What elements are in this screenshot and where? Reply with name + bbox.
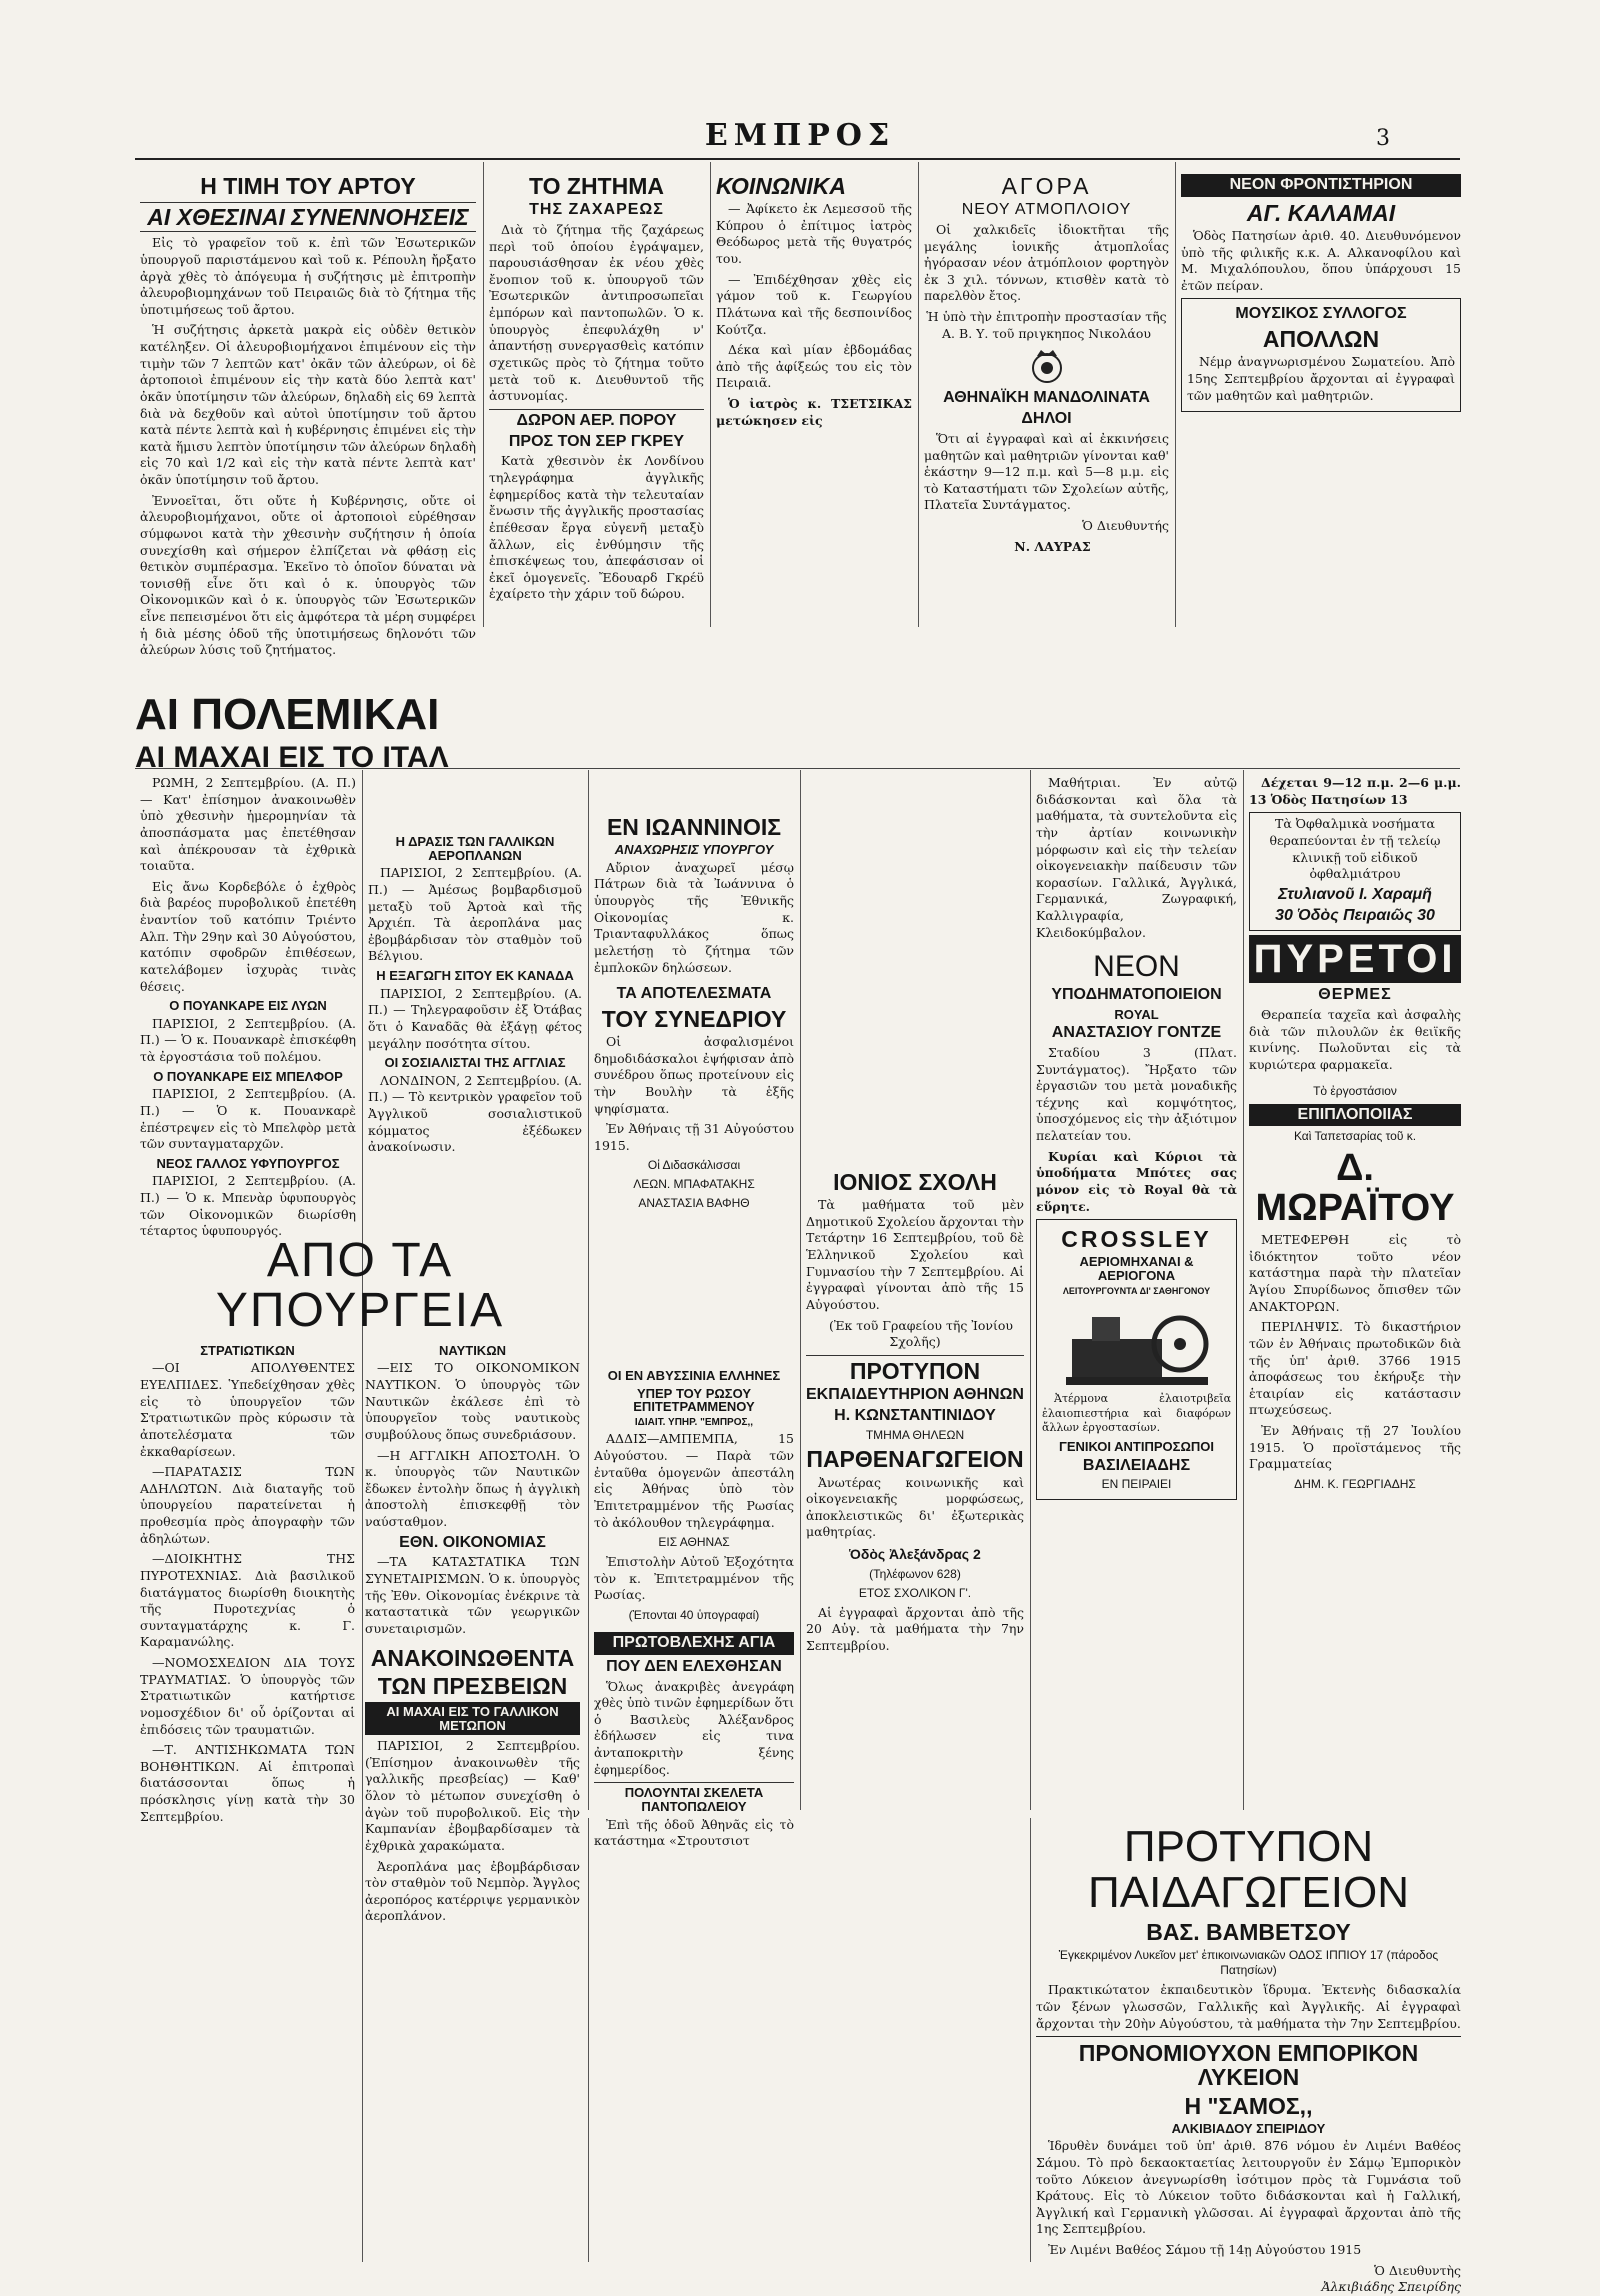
- ad-headline: ΝΕΟΝ ΦΡΟΝΤΙΣΤΗΡΙΟΝ: [1181, 174, 1461, 197]
- war-banner: [135, 688, 995, 777]
- headline: ΤΟ ΖΗΤΗΜΑ: [528, 173, 664, 199]
- subheadline: ΑΙ ΧΘΕΣΙΝΑΙ ΣΥΝΕΝΝΟΗΣΕΙΣ: [140, 202, 476, 232]
- ad-subheadline: ΑΠΟΛΛΩΝ: [1262, 326, 1380, 353]
- article-paragraph: ΛΟΝΔΙΝΟΝ, 2 Σεπτεμβρίου. (Α. Π.) — Τὸ κεντρικὸν γραφεῖον τοῦ Ἀγγλικοῦ σοσιαλιστικοῦ κόμματος ἐξέδωκεν ἀνακοίνωσιν.: [368, 1072, 582, 1155]
- french-news-column: [368, 775, 582, 1225]
- subheadline: ΔΗΛΟΙ: [1021, 410, 1072, 428]
- subheadline: ΠΡΟΣ ΤΟΝ ΣΕΡ ΓΚΡΕΥ: [508, 432, 685, 450]
- article-paragraph: Ἐννοεῖται, ὅτι οὔτε ἡ Κυβέρνησις, οὔτε οἱ ἀλευροβιομήχανοι, οὔτε οἱ ἀρτοποιοὶ εὑρέθησαν σύμφωνοι κατὰ τὴν χθεσινὴν συζήτησιν ἡ ὁποία συνεχίσθη καὶ σήμερον ἐλπίζεται νὰ φθάσῃ εἰς θετικὸν συμπέρασμα. Ἐκεῖνο τὸ ὁποῖον δύναται νὰ τονισθῇ εἶνε ὅτι καὶ ὁ κ. ὑπουργὸς τῶν Οἰκονομικῶν καὶ ὁ κ. ὑπουργὸς τῶν Ἐσωτερικῶν εἶνε πεπεισμένοι ὅτι εἰς ἀμφότερα τὰ μέρη συμφέρει ἡ διὰ μέσης ὁδοῦ τῆς ὑποτιμήσεως δηλονότι τῶν ἀλεύρων λύσις τοῦ ζητήματος.: [140, 492, 476, 658]
- article-paragraph: Δέκα καὶ μίαν ἐβδομάδας ἀπὸ τῆς ἀφίξεώς του εἰς τὸν Πειραιᾶ.: [716, 342, 912, 391]
- address: Ὁδὸς Ἀλεξάνδρας 2: [849, 1546, 981, 1563]
- article-heading: ΝΕΟΣ ΓΑΛΛΟΣ ΥΦΥΠΟΥΡΓΟΣ: [156, 1155, 340, 1171]
- music-ads: [1181, 170, 1461, 625]
- subheadline: ΤΗΣ ΖΑΧΑΡΕΩΣ: [529, 201, 664, 219]
- article-paragraph: ΠΑΡΙΣΙΟΙ, 2 Σεπτεμβρίου. (Α. Π.) — Ἀμέσως βομβαρδισμοῦ μεταξὺ τοῦ Ἀρτοὰ καὶ τῆς Ἀρχιέπ. Τὰ ἀεροπλάνα μας ἐβομβάρδισαν τὸν σταθμὸν τοῦ Βέλγιου.: [368, 865, 582, 964]
- masthead: [0, 118, 1600, 153]
- right-ads-column: [1249, 775, 1461, 1805]
- article-paragraph: — Ἀφίκετο ἐκ Λεμεσσοῦ τῆς Κύπρου ὁ ἐπίτιμος ἰατρὸς Θεόδωρος μετὰ τῆς θυγατρός του.: [716, 201, 912, 267]
- article-paragraph: Ὅτι αἱ ἐγγραφαὶ καὶ αἱ ἐκκινήσεις μαθητῶν καὶ μαθητριῶν γίνονται καθ' ἑκάστην 9—12 π.μ. καὶ 5—8 μ.μ. εἰς τὸ Καταστήματι τῶν Σχολείων αὐτῆς, Πλατεῖα Συντάγματος.: [924, 430, 1169, 513]
- article-paragraph: —ΤΑ ΚΑΤΑΣΤΑΤΙΚΑ ΤΩΝ ΣΥΝΕΤΑΙΡΙΣΜΩΝ. Ὁ κ. ὑπουργὸς τῆς Ἐθν. Οἰκονομίας ἐνέκρινε τὰ καταστατικὰ τῶν γεωργικῶν συνεταιρισμῶν.: [365, 1554, 580, 1636]
- crossley-ad: [1036, 1219, 1237, 1500]
- signature: Ὁ Διευθυντὴς: [1374, 2262, 1461, 2278]
- article-paragraph: —ΔΙΟΙΚΗΤΗΣ ΤΗΣ ΠΥΡΟΤΕΧΝΙΑΣ. Διὰ βασιλικοῦ διατάγματος διωρίσθη διοικητὴς τῆς Πυροτεχνίας ὁ συνταγματάρχης κ. Γ. Καραμανώλης.: [140, 1551, 355, 1650]
- ad-subheadline: ΘΕΡΜΕΣ: [1318, 986, 1392, 1004]
- subheadline: ΑΝΑΧΩΡΗΣΙΣ ΥΠΟΥΡΓΟΥ: [614, 842, 774, 858]
- subheadline: ΙΔΙΑΙΤ. ΥΠΗΡ. "ΕΜΠΡΟΣ,,: [634, 1416, 754, 1428]
- subheadline: ΑΙ ΜΑΧΑΙ ΕΙΣ ΤΟ ΓΑΛΛΙΚΟΝ ΜΕΤΩΠΟΝ: [365, 1702, 580, 1735]
- ad-subheadline: Η "ΣΑΜΟΣ,,: [1184, 2092, 1313, 2119]
- article-paragraph: —ΠΑΡΑΤΑΣΙΣ ΤΩΝ ΑΔΗΛΩΤΩΝ. Διὰ διαταγῆς τοῦ ὑπουργείου παρατείνεται ἡ προθεσμία πρὸς ἀπογραφὴν τῶν ἀδηλώτων.: [140, 1464, 355, 1546]
- column-divider: [588, 770, 589, 1810]
- ad-text: Θεραπεία ταχεῖα καὶ ἀσφαλὴς διὰ τῶν πιλουλῶν ἐκ θειϊκῆς κινίνης. Πωλοῦνται εἰς τὰ κυριώτερα φαρμακεῖα.: [1249, 1007, 1461, 1073]
- ministries-columns: [140, 1340, 580, 1929]
- ad-text: Δέχεται 9—12 π.μ. 2—6 μ.μ. 13 Ὁδὸς Πατησίων 13: [1249, 775, 1461, 807]
- ad-text: Πρακτικώτατον ἐκπαιδευτικὸν ἵδρυμα. Ἐκτενὴς διδασκαλία τῶν ξένων γλωσσῶν, Γαλλικῆς καὶ Ἀγγλικῆς. Αἱ ἐγγραφαὶ ἄρχονται τὴν 20ὴν Αὐγούστου, τὰ μαθήματα τὴν 7ην Σεπτεμβρίου.: [1036, 1982, 1461, 2031]
- article-paragraph: Αὔριον ἀναχωρεῖ μέσῳ Πάτρων διὰ τὰ Ἰωάννινα ὁ ὑπουργὸς τῆς Ἐθνικῆς Οἰκονομίας κ. Τριανταφυλλάκος ὅπως μελετήσῃ τὸ ζήτημα τῶν ἐμπλοκῶν δηλώσεων.: [594, 859, 794, 975]
- social-column: [716, 170, 912, 625]
- sugar-article: [489, 170, 704, 625]
- newspaper-title: ΕΜΠΡΟΣ: [704, 118, 896, 153]
- ad-headline: ΝΕΟΝ: [1093, 950, 1180, 984]
- ad-subheadline: ΓΕΝΙΚΟΙ ΑΝΤΙΠΡΟΣΩΠΟΙ: [1059, 1438, 1214, 1454]
- article-paragraph: —ΟΙ ΑΠΟΛΥΘΕΝΤΕΣ ΕΥΕΛΠΙΔΕΣ. Ὑπεδείχθησαν χθὲς εἰς τὸ ὑπουργεῖον τῶν Στρατιωτικῶν πρὸς κύρωσιν τὰ ἀποτελέσματα τῶν ἐκκαθαρίσεων.: [140, 1360, 355, 1459]
- subheadline: Η. ΚΩΝΣΤΑΝΤΙΝΙΔΟΥ: [834, 1406, 996, 1424]
- ad-text: Μαθήτριαι. Ἐν αὐτῷ διδάσκονται καὶ ὅλα τὰ μαθήματα, τὰ συντελοῦντα εἰς τὴν ἀρτίαν κοινωνικὴν μόρφωσιν καὶ εἰς τὴν τελείαν οἰκογενειακὴν παίδευσιν τῶν κορασίων. Γαλλικά, Ἀγγλικά, Γερμανικά, Ζωγραφική, Καλλιγραφία, Κλειδοκύμβαλον.: [1036, 775, 1237, 940]
- headline: ΠΟΛΟΥΝΤΑΙ ΣΚΕΛΕΤΑ ΠΑΝΤΟΠΩΛΕΙΟΥ: [594, 1782, 794, 1813]
- article-paragraph: Τὰ μαθήματα τοῦ μὲν Δημοτικοῦ Σχολείου ἄρχονται τὴν Τετάρτην 16 Σεπτεμβρίου, τοῦ δὲ Ἑλληνικοῦ Σχολείου καὶ Γυμνασίου τὴν 7 Σεπτεμβρίου. Αἱ ἐγγραφαὶ γίνονται ἀπὸ τῆς 15 Αὐγούστου.: [806, 1197, 1024, 1312]
- article-paragraph: Ἡ ὑπὸ τὴν ἐπιτροπὴν προστασίαν τῆς Α. Β. Υ. τοῦ πριγκηπος Νικολάου: [926, 309, 1167, 341]
- bread-price-article: [140, 170, 476, 658]
- article-paragraph: —ΕΙΣ ΤΟ ΟΙΚΟΝΟΜΙΚΟΝ ΝΑΥΤΙΚΟΝ. Ὁ ὑπουργὸς τῶν Ναυτικῶν ἐκάλεσε ἐπὶ τὸ ὑπουργεῖον τοὺς ναυτικοὺς συμβούλους ὅπως συνεδριάσουν.: [365, 1360, 580, 1442]
- legal-notice: ΠΕΡΙΛΗΨΙΣ. Τὸ δικαστήριον τῶν ἐν Ἀθήναις πρωτοδικῶν διὰ τῆς ὑπ' ἀριθ. 3766 1915 ἀποφάσεως του ἐκήρυξε τὴν ἑταιρίαν εἰς κατάστασιν πτωχεύσεως.: [1249, 1319, 1461, 1418]
- article-paragraph: ΠΑΡΙΣΙΟΙ, 2 Σεπτεμβρίου. (Α. Π.) — Ὁ κ. Μπενὰρ ὑφυπουργὸς τῶν Οἰκονομικῶν διωρίσθη τέταρτος ὑφυπουργός.: [140, 1173, 356, 1239]
- ad-text: Ἀτέρμονα ἐλαιοτριβεῖα ἐλαιοπιεστήρια καὶ διαφόρων ἄλλων ἐργοστασίων.: [1042, 1392, 1231, 1435]
- subheadline: ΤΟΥ ΣΥΝΕΔΡΙΟΥ: [601, 1005, 787, 1032]
- headline: ΠΡΩΤΟΒΛΕΧΗΣ ΑΓΙΑ: [594, 1632, 794, 1655]
- ad-location: ΕΝ ΠΕΙΡΑΙΕΙ: [1101, 1477, 1172, 1492]
- headline: ΤΩΝ ΠΡΕΣΒΕΙΩΝ: [377, 1672, 568, 1699]
- column-divider: [1030, 1818, 1031, 2262]
- article-paragraph: —ΝΟΜΟΣΧΕΔΙΟΝ ΔΙΑ ΤΟΥΣ ΤΡΑΥΜΑΤΙΑΣ. Ὁ ὑπουργὸς τῶν Στρατιωτικῶν κατήρτισε νομοσχέδιον δι' οὗ ὁρίζονται αἱ ἐπιδόσεις τῶν τραυματιῶν.: [140, 1655, 355, 1737]
- subheadline: ΕΚΠΑΙΔΕΥΤΗΡΙΟΝ ΑΘΗΝΩΝ: [806, 1385, 1024, 1403]
- subheadline: ΝΕΟΥ ΑΤΜΟΠΛΟΙΟΥ: [961, 201, 1132, 219]
- ad-subheadline: ΥΠΟΔΗΜΑΤΟΠΟΙΕΙΟΝ: [1051, 985, 1222, 1003]
- ad-subheadline: ΒΑΣ. ΒΑΜΒΕΤΣΟΥ: [1146, 1919, 1351, 1946]
- school-year: ΕΤΟΣ ΣΧΟΛΙΚΟΝ Γ'.: [858, 1585, 972, 1600]
- subheadline: ΥΠΕΡ ΤΟΥ ΡΩΣΟΥ ΕΠΙΤΕΤΡΑΜΜΕΝΟΥ: [633, 1385, 755, 1415]
- article-paragraph: ΡΩΜΗ, 2 Σεπτεμβρίου. (Α. Π.) — Κατ' ἐπίσημον ἀνακοινωθὲν ὑπὸ χθεσινὴν ἡμερομηνίαν τὰ ἀποσπάσματα μας ἐπετέθησαν καὶ ἀπέκρουσαν τὰ ἐχθρικὰ τοιαῦτα.: [140, 775, 356, 874]
- headline: ΕΝ ΙΩΑΝΝΙΝΟΙΣ: [606, 814, 782, 840]
- ad-text: Κυρίαι καὶ Κύριοι τὰ ὑποδήματα Μπότες σας μόνον εἰς τὸ Royal θὰ τὰ εὕρητε.: [1036, 1148, 1237, 1214]
- article-paragraph: Ἀεροπλάνα μας ἐβομβάρδισαν τὸν σταθμὸν τοῦ Νεμπὸρ. Ἄγγλος ἀεροπόρος κατέρριψε γερμανικὸν ἀεροπλάνον.: [365, 1858, 580, 1924]
- signature: ΔΗΜ. Κ. ΓΕΩΡΓΙΑΔΗΣ: [1294, 1476, 1416, 1491]
- royal-crest-icon: [924, 346, 1169, 386]
- war-news-column: [140, 775, 356, 1239]
- ad-subheadline: ΑΝΑΣΤΑΣΙΟΥ ΓΟΝΤΖΕ: [1051, 1024, 1222, 1042]
- article-paragraph: Ἐν Ἀθήναις τῇ 31 Αὐγούστου 1915.: [594, 1121, 794, 1153]
- ad-subheadline: ΛΕΙΤΟΥΡΓΟΥΝΤΑ ΔΙ' ΣΑΘΗΓΟΝΟΥ: [1062, 1285, 1211, 1296]
- page-number: 3: [1376, 126, 1390, 151]
- signature: ΑΝΑΣΤΑΣΙΑ ΒΑΦΗΘ: [638, 1196, 750, 1211]
- ad-headline: ΠΡΟΤΥΠΟΝ ΠΑΙΔΑΓΩΓΕΙΟΝ: [1087, 1822, 1410, 1918]
- article-paragraph: ΕΙΣ ΑΘΗΝΑΣ: [658, 1535, 730, 1550]
- signature: Οἱ Διδασκάλισσαι: [647, 1158, 741, 1173]
- headline: Η ΤΙΜΗ ΤΟΥ ΑΡΤΟΥ: [200, 173, 416, 199]
- subheadline: ΤΜΗΜΑ ΘΗΛΕΩΝ: [865, 1427, 965, 1442]
- banner-subheadline: ΑΙ ΜΑΧΑΙ ΕΙΣ ΤΟ ΙΤΑΛ: [135, 741, 449, 775]
- article-paragraph: Ἡ συζήτησις ἀρκετὰ μακρὰ εἰς οὐδὲν θετικὸν κατέληξεν. Οἱ ἀλευροβιομήχανοι ἐπιμένουν εἰς τὴν τιμὴν τῶν 7 λεπτῶν κατ' ὀκᾶν τῶν ἀλεύρων, οἱ δὲ ἀρτοποιοὶ ἐπιμένουν εἰς τὴν κατὰ δύο λεπτὰ κατ' ὀκᾶν ὑποτίμησιν τῶν ἀλεύρων, δηλαδὴ εἰς 69 λεπτὰ διὰ νὰ δεχθοῦν καὶ αὐτοὶ ὑποτίμησιν τοῦ ἄρτου κατὰ πέντε λεπτὰ καὶ ἡ κυβέρνησις ἐπιμένει εἰς τὴν κατὰ ἥμισυ λεπτὸν ὑποτίμησιν τῶν ἀλεύρων δηλαδὴ εἰς 70 καὶ 1/2 καὶ εἰς τὴν κατὰ πέντε λεπτὰ κατ' ὀκᾶν ὑποτίμησιν τοῦ ἄρτου.: [140, 322, 476, 488]
- article-paragraph: ΑΔΔΙΣ—ΑΜΠΕΜΠΑ, 15 Αὐγούστου. — Παρὰ τῶν ἐνταῦθα ὁμογενῶν ἀπεστάλη εἰς Ἀθήνας ὑπὸ τὸν Ἐπιτετραμμένον τῆς Ρωσίας τὸ ἀκόλουθον τηλεγράφημα.: [594, 1431, 794, 1530]
- ad-headline: ΠΥΡΕΤΟΙ: [1249, 935, 1461, 983]
- ad-headline: CROSSLEY: [1061, 1226, 1212, 1253]
- article-paragraph: Ὁ ἰατρὸς κ. ΤΣΕΤΣΙΚΑΣ μετώκησεν εἰς: [716, 396, 912, 428]
- article-paragraph: ΠΑΡΙΣΙΟΙ, 2 Σεπτεμβρίου. (Α. Π.) — Ὁ κ. Πουανκαρὲ ἐπισκέφθη τὰ ἐργοστάσια τοῦ πολέμου.: [140, 1015, 356, 1065]
- signature: Ὁ Διευθυντής: [1082, 518, 1169, 534]
- subheadline: ΠΟΥ ΔΕΝ ΕΛΕΧΘΗΣΑΝ: [606, 1657, 782, 1675]
- headline: ΔΩΡΟΝ ΑΕΡ. ΠΟΡΟΥ: [489, 409, 704, 430]
- article-heading: Ο ΠΟΥΑΝΚΑΡΕ ΕΙΣ ΜΠΕΛΦΟΡ: [153, 1068, 343, 1084]
- ad-headline: Δ. ΜΩΡΑΪΤΟΥ: [1255, 1147, 1455, 1230]
- ad-headline: ΕΠΙΠΛΟΠΟΙΙΑΣ: [1249, 1104, 1461, 1127]
- signature: Ἀλκιβιάδης Σπειρίδης: [1321, 2279, 1461, 2295]
- column-divider: [710, 162, 711, 627]
- headline: ΑΝΑΚΟΙΝΩΘΕΝΤΑ: [370, 1644, 575, 1671]
- column-divider: [1030, 770, 1031, 1810]
- ionian-school-column: [806, 775, 1024, 1805]
- article-paragraph: —Τ. ΑΝΤΙΣΗΚΩΜΑΤΑ ΤΩΝ ΒΟΗΘΗΤΙΚΩΝ. Αἱ ἐπιτροπαὶ διατάσσονται ὅπως ἡ πρόσκλησις γίνῃ κατὰ τὴν 30 Σεπτεμβρίου.: [140, 1742, 355, 1824]
- article-paragraph: —Η ΑΓΓΛΙΚΗ ΑΠΟΣΤΟΛΗ. Ὁ κ. ὑπουργὸς τῶν Ναυτικῶν ἔδωκεν ἐντολὴν ὅπως ἡ ἀγγλικὴ ἀποστολὴ ἐπισκεφθῇ τὸν ναύσταθμον.: [365, 1447, 580, 1530]
- column-divider: [918, 162, 919, 627]
- masthead-rule: [135, 158, 1460, 160]
- article-paragraph: Αἱ ἐγγραφαὶ ἄρχονται ἀπὸ τῆς 20 Αὐγ. τὰ μαθήματα τὴν 7ην Σεπτεμβρίου.: [806, 1604, 1024, 1653]
- headline: ΤΑ ΑΠΟΤΕΛΕΣΜΑΤΑ: [616, 985, 772, 1003]
- article-paragraph: Οἱ ἀσφαλισμένοι δημοδιδάσκαλοι ἐψήφισαν ἀπὸ συνέδρου ὅπως προτείνουν εἰς τὴν Βουλὴν τὰ ἑξῆς ψηφίσματα.: [594, 1034, 794, 1116]
- headline: ΟΙ ΕΝ ΑΒΥΣΣΙΝΙΑ ΕΛΛΗΝΕΣ: [607, 1368, 781, 1383]
- ad-text: Σταδίου 3 (Πλατ. Συντάγματος). Ἤρξατο τῶν ἐργασιῶν του μετὰ μοναδικῆς τέχνης καὶ κομψότητος, ὑποσχόμενος εἰς τὴν ἀξιότιμον πελατείαν του.: [1036, 1044, 1237, 1144]
- ministries-section: [140, 1232, 580, 2262]
- headline: ΑΓΟΡΑ: [1001, 173, 1092, 199]
- ship-and-mandolinata: [924, 170, 1169, 625]
- article-heading: Ο ΠΟΥΑΝΚΑΡΕ ΕΙΣ ΛΥΩΝ: [169, 998, 327, 1014]
- signature: ΛΕΩΝ. ΜΠΑΦΑΤΑΚΗΣ: [633, 1177, 755, 1192]
- column-divider: [588, 1818, 589, 2262]
- article-paragraph: Οἱ χαλκιδεῖς ἰδιοκτῆται τῆς μεγάλης ἰονικῆς ἀτμοπλοΐας ἠγόρασαν νέον ἀτμόπλοιον φορτηγὸν ἐκ 3 χιλ. τόννων, κτισθὲν κατὰ τὸ παρελθὸν ἔτος.: [924, 221, 1169, 304]
- subheadline: ΝΑΥΤΙΚΩΝ: [438, 1342, 507, 1358]
- ad-text: Ἐν Λιμένι Βαθέος Σάμου τῇ 14ῃ Αὐγούστου 1915: [1048, 2242, 1362, 2258]
- article-heading: Η ΕΞΑΓΩΓΗ ΣΙΤΟΥ ΕΚ ΚΑΝΑΔΑ: [376, 968, 574, 984]
- column-divider: [483, 162, 484, 627]
- music-society-box: [1181, 298, 1461, 412]
- ad-text: Καὶ Ταπετσαρίας τοῦ κ.: [1293, 1129, 1417, 1144]
- article-paragraph: Εἰς ἄνω Κορδεβόλε ὁ ἐχθρὸς διὰ βαρέος πυροβολικοῦ ἐπετέθη ἐναντίον τοῦ κατόπιν Τριέντο Αλπ. Τὴν 29ην καὶ 30 Αὐγούστου, κατόπιν σφοδρῶν ἐπιθέσεων, κατελάβομεν ἰσχυρὰς τινὰς θέσεις.: [140, 878, 356, 994]
- ad-headline: ΒΑΣΙΛΕΙΑΔΗΣ: [1082, 1456, 1191, 1474]
- article-paragraph: Κατὰ χθεσινὸν ἐκ Λονδίνου τηλεγράφημα ἀγγλικῆς ἐφημερίδος κατὰ τὴν τελευταίαν ἔνωσιν τῆς ἀγγλικῆς προστασίας ἐπέθεσαν ἔργα εὐγενῆ μεταξὺ ἄλλων, εἰς ἐνθύμησιν τῆς ἐπισκέψεως του, ἀπεφάσισαν οἱ ἐκεῖ ὁμογενεῖς. Ἔδουαρδ Γκρέϋ ἐχαίρετο τὴν χάριν τοῦ δώρου.: [489, 453, 704, 602]
- phone: (Τηλέφωνον 628): [869, 1566, 961, 1581]
- section-headline: ΑΠΟ ΤΑ ΥΠΟΥΡΓΕΙΑ: [215, 1234, 505, 1338]
- article-paragraph: ΠΑΡΙΣΙΟΙ, 2 Σεπτεμβρίου. (Α. Π.) — Τηλεγραφοῦσιν ἐξ Ὀτάβας ὅτι ὁ Καναδᾶς θὰ ἐξάγῃ φέτος μεγάλην ποσότητα σίτου.: [368, 985, 582, 1051]
- article-paragraph: Ὅλως ἀνακριβὲς ἀνεγράφη χθὲς ὑπὸ τινῶν ἐφημερίδων ὅτι ὁ Βασιλεὺς Ἀλέξανδρος ἐδήλωσεν εἰς τινα ἀνταποκριτὴν ξένης ἐφημερίδος.: [594, 1678, 794, 1777]
- ad-text: Τὰ Ὀφθαλμικὰ νοσήματα θεραπεύονται ἐν τῇ τελείῳ κλινικῇ τοῦ εἰδικοῦ ὀφθαλμιάτρου: [1269, 816, 1441, 882]
- ad-subheadline: ΑΛΚΙΒΙΑΔΟΥ ΣΠΕΙΡΙΔΟΥ: [1171, 2120, 1326, 2136]
- military-column: [140, 1340, 355, 1929]
- ad-headline: ΜΟΥΣΙΚΟΣ ΣΥΛΛΟΓΟΣ: [1235, 305, 1407, 323]
- subheadline: ΣΤΡΑΤΙΩΤΙΚΩΝ: [200, 1342, 295, 1358]
- ad-address: 30 Ὁδὸς Πειραιῶς 30: [1275, 906, 1435, 924]
- ad-text: Τὸ ἐργοστάσιον: [1313, 1083, 1397, 1098]
- ad-subheadline: ΑΕΡΙΟΜΗΧΑΝΑΙ & ΑΕΡΙΟΓΟΝΑ: [1079, 1254, 1194, 1284]
- schools-ads: [1036, 1820, 1461, 2295]
- article-paragraph: ΠΑΡΙΣΙΟΙ, 2 Σεπτεμβρίου. (Ἐπίσημον ἀνακοινωθὲν τῆς γαλλικῆς πρεσβείας) — Καθ' ὅλον τὸ μέτωπον συνεχίσθη ὁ ἀγὼν τοῦ πυροβολικοῦ. Εἰς τὴν Καμπανίαν ἐβομβαρδίσαμεν τὰ ἐχθρικὰ χαρακώματα.: [365, 1738, 580, 1853]
- engine-icon: [1042, 1299, 1231, 1389]
- ioannina-column: [594, 775, 794, 1360]
- banner-headline: ΑΙ ΠΟΛΕΜΙΚΑΙ: [135, 690, 440, 739]
- article-paragraph: (Ἐκ τοῦ Γραφείου τῆς Ἰονίου Σχολῆς): [828, 1317, 1014, 1350]
- ad-subheadline: ΑΓ. ΚΑΛΑΜΑΙ: [1246, 199, 1396, 226]
- subheadline: ΕΘΝ. ΟΙΚΟΝΟΜΙΑΣ: [399, 1533, 546, 1551]
- article-heading: ΟΙ ΣΟΣΙΑΛΙΣΤΑΙ ΤΗΣ ΑΓΓΛΙΑΣ: [384, 1055, 566, 1071]
- column-divider: [1243, 770, 1244, 1810]
- article-paragraph: Διὰ τὸ ζήτημα τῆς ζαχάρεως περὶ τοῦ ὁποίου ἐγράψαμεν, παρουσιάσθησαν ἐκ νέου χθὲς ἔνοπιον τοῦ κ. ὑπουργοῦ τῶν Ἐσωτερικῶν ἀντιπροσωπεῖαι ἐμπόρων καὶ παντοπωλῶν. Ὁ κ. ὑπουργὸς ἐπεφυλάχθη ν' ἀπαντήσῃ συνεργασθεὶς κατόπιν σχετικῶς πρὸς τὸ ζήτημα τοῦτο μετὰ τοῦ κ. Διευθυντοῦ τῆς ἀστυνομίας.: [489, 221, 704, 404]
- signatures-note: (Ἐπονται 40 ὑπογραφαί): [628, 1608, 760, 1622]
- ad-text: Ὁδὸς Πατησίων ἀριθ. 40. Διευθυνόμενον ὑπὸ τῆς φιλικῆς κ.κ. Α. Αλκανοφίλου καὶ Μ. Μιχαλόπουλου, ὅπου ὑπάρχουσι 15 ἐτῶν πείραν.: [1181, 227, 1461, 293]
- naval-column: [365, 1340, 580, 1929]
- ad-subheadline: ROYAL: [1114, 1006, 1159, 1022]
- legal-notice: Ἐν Ἀθήναις τῇ 27 Ἰουλίου 1915. Ὁ προϊστάμενος τῆς Γραμματείας: [1249, 1423, 1461, 1472]
- ad-text: Ἱδρυθὲν δυνάμει τοῦ ὑπ' ἀριθ. 876 νόμου ἐν Λιμένι Βαθέος Σάμου. Τὸ πρὸ δεκαοκταετίας λειτουργοῦν ἐν Σάμῳ Ἐμπορικὸν τοῦτο Λύκειον ἀνεγνωρίσθη ἰσότιμον πρὸς τὰ Γυμνάσια τοῦ Κράτους. Εἰς τὸ Λύκειον τοῦτο διδάσκονται καὶ ἡ Γαλλική, Ἀγγλική καὶ Γερμανικὴ γλῶσσαι. Αἱ ἐγγραφαὶ ἄρχονται ἀπὸ τῆς 1ης Σεπτεμβρίου.: [1036, 2138, 1461, 2237]
- article-paragraph: Ἐπὶ τῆς ὁδοῦ Ἀθηνᾶς εἰς τὸ κατάστημα «Στρουτσιοτ: [594, 1816, 794, 1849]
- article-paragraph: — Ἐπιδέχθησαν χθὲς εἰς γάμον τοῦ κ. Γεωργίου Πλάτωνα καὶ τῆς δεσποινίδος Κούτζα.: [716, 271, 912, 337]
- ad-text: Νέμρ ἀναγνωρισμένου Σωματείου. Ἀπὸ 15ης Σεπτεμβρίου ἄρχονται αἱ ἐγγραφαὶ τῶν μαθητῶν καὶ μαθητριῶν.: [1187, 354, 1455, 403]
- shop-ads-column: [1036, 775, 1237, 1805]
- ad-text: ΜΕΤΕΦΕΡΘΗ εἰς τὸ ἰδιόκτητον τοῦτο νέον κατάστημα παρὰ τὴν πλατεῖαν Ἁγίου Σπυρίδωνος ὄπισθεν τῶν ΑΝΑΚΤΟΡΩΝ.: [1249, 1232, 1461, 1314]
- column-divider: [1175, 162, 1176, 627]
- article-paragraph: Εἰς τὸ γραφεῖον τοῦ κ. ἐπὶ τῶν Ἐσωτερικῶν ὑπουργοῦ παριστάμενου καὶ τοῦ κ. Ρέπουλη ἤρξατο ἀργὰ χθὲς τὸ ἀπόγευμα ἡ συζήτησις μὲ ἐπιτροπὴν ἀλευροβιομηχάνων τοῦ Πειραιῶς διὰ τὸ ζήτημα τῆς ὑποτιμήσεως τοῦ ἄρτου.: [140, 235, 476, 317]
- section-rule: [135, 768, 1460, 769]
- article-heading: Η ΔΡΑΣΙΣ ΤΩΝ ΓΑΛΛΙΚΩΝ ΑΕΡΟΠΛΑΝΩΝ: [395, 834, 555, 863]
- column-divider: [800, 770, 801, 1810]
- headline: ΠΡΟΤΥΠΟΝ: [806, 1355, 1024, 1383]
- article-paragraph: Ἀνωτέρας κοινωνικῆς καὶ οἰκογενειακῆς μορφώσεως, ἀποκλειστικῶς δι' ἐξωτερικὰς μαθητρίας.: [806, 1474, 1024, 1540]
- ad-text: Ἐγκεκριμένον Λυκεῖον μετ' ἐπικοινωνιακῶν ΟΔΟΣ ΙΠΠΙΟΥ 17 (πάροδος Πατησίων): [1058, 1947, 1439, 1978]
- headline: ΠΑΡΘΕΝΑΓΩΓΕΙΟΝ: [806, 1446, 1024, 1473]
- ophthalmology-ad: [1249, 812, 1461, 931]
- ad-headline: Στυλιανοῦ Ι. Χαραμῆ: [1278, 885, 1432, 903]
- article-paragraph: Ἐπιστολὴν Αὐτοῦ Ἐξοχότητα τὸν κ. Ἐπιτετραμμένον τῆς Ρωσίας.: [594, 1554, 794, 1603]
- article-paragraph: ΠΑΡΙΣΙΟΙ, 2 Σεπτεμβρίου. (Α. Π.) — Ὁ κ. Πουανκαρὲ ἐπέστρεψεν εἰς τὸ Μπελφὸρ μετὰ τῶν συνταγματαρχῶν.: [140, 1086, 356, 1152]
- ad-headline: ΠΡΟΝΟΜΙΟΥΧΟΝ ΕΜΠΟΡΙΚΟΝ ΛΥΚΕΙΟΝ: [1036, 2036, 1461, 2089]
- headline: ΑΘΗΝΑΪΚΗ ΜΑΝΔΟΛΙΝΑΤΑ: [943, 389, 1150, 407]
- headline: ΙΟΝΙΟΣ ΣΧΟΛΗ: [833, 1169, 997, 1195]
- signature-name: Ν. ΛΑΥΡΑΣ: [1014, 538, 1091, 554]
- abyssinia-column: [594, 1365, 794, 2260]
- headline: ΚΟΙΝΩΝΙΚΑ: [716, 173, 847, 199]
